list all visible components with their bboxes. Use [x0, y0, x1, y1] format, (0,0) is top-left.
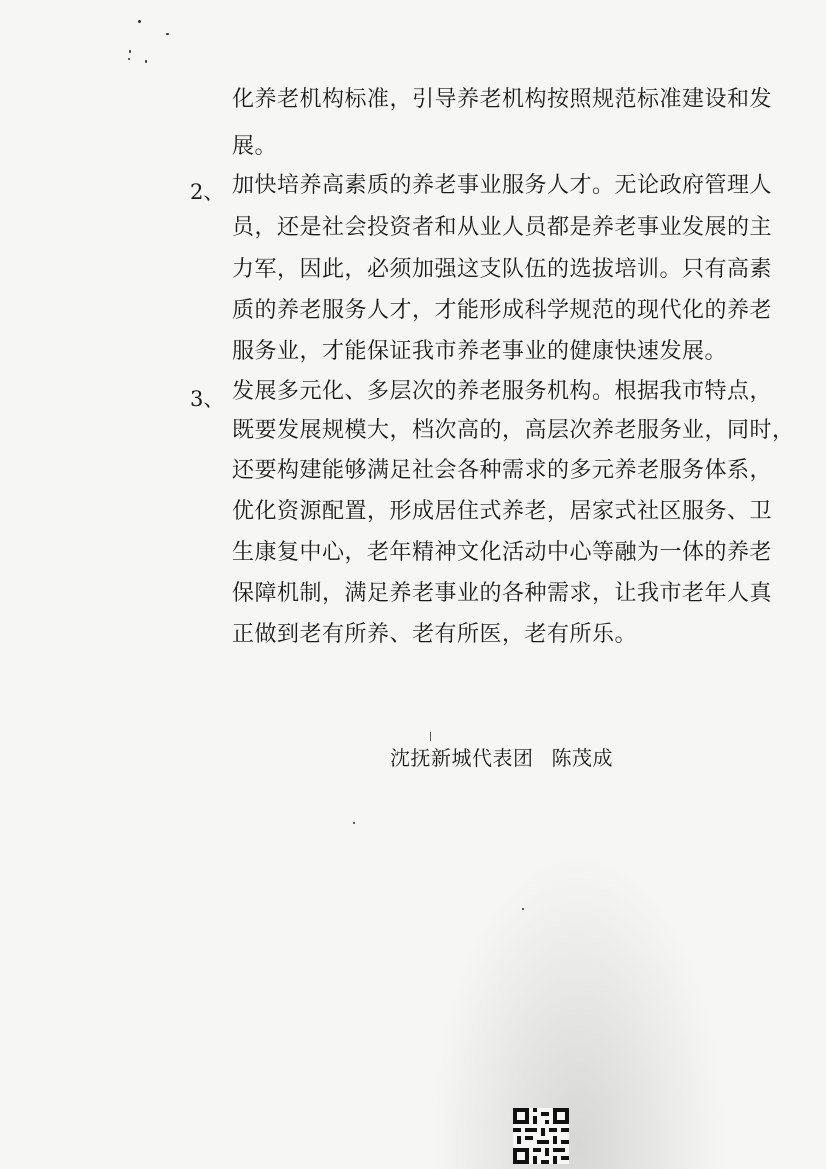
scan-speck	[128, 58, 130, 60]
scan-speck	[145, 60, 147, 63]
item-number-3: 3、	[190, 387, 225, 411]
qr-code	[513, 1108, 569, 1164]
signature	[390, 744, 613, 772]
body-line-6: 质的养老服务人才，才能形成科学规范的现代化的养老	[232, 298, 773, 323]
scan-mark	[430, 732, 431, 741]
scan-speck	[166, 33, 169, 35]
body-line-9: 既要发展规模大，档次高的，高层次养老服务业，同时，	[232, 418, 795, 443]
body-line-11: 优化资源配置，形成居住式养老，居家式社区服务、卫	[232, 499, 773, 524]
scan-speck	[522, 908, 524, 910]
body-line-4: 员，还是社会投资者和从业人员都是养老事业发展的主	[232, 215, 773, 240]
scan-speck	[129, 50, 131, 53]
signature-group: 沈抚新城代表团	[390, 746, 534, 770]
body-line-13: 保障机制，满足养老事业的各种需求，让我市老年人真	[232, 581, 773, 606]
body-line-5: 力军，因此，必须加强这支队伍的选拔培训。只有高素	[232, 257, 773, 282]
body-line-7: 服务业，才能保证我市养老事业的健康快速发展。	[232, 339, 728, 364]
body-line-3: 加快培养高素质的养老事业服务人才。无论政府管理人	[232, 173, 773, 198]
body-line-1: 化养老机构标准，引导养老机构按照规范标准建设和发	[232, 87, 773, 112]
scan-speck	[138, 20, 141, 23]
scan-speck	[353, 822, 355, 824]
body-line-2: 展。	[232, 134, 278, 159]
item-number-2: 2、	[190, 180, 225, 204]
body-line-8: 发展多元化、多层次的养老服务机构。根据我市特点，	[232, 379, 773, 404]
body-line-10: 还要构建能够满足社会各种需求的多元养老服务体系，	[232, 458, 773, 483]
body-line-14: 正做到老有所养、老有所医，老有所乐。	[232, 622, 638, 647]
body-line-12: 生康复中心，老年精神文化活动中心等融为一体的养老	[232, 540, 773, 565]
signature-name: 陈茂成	[551, 746, 613, 770]
